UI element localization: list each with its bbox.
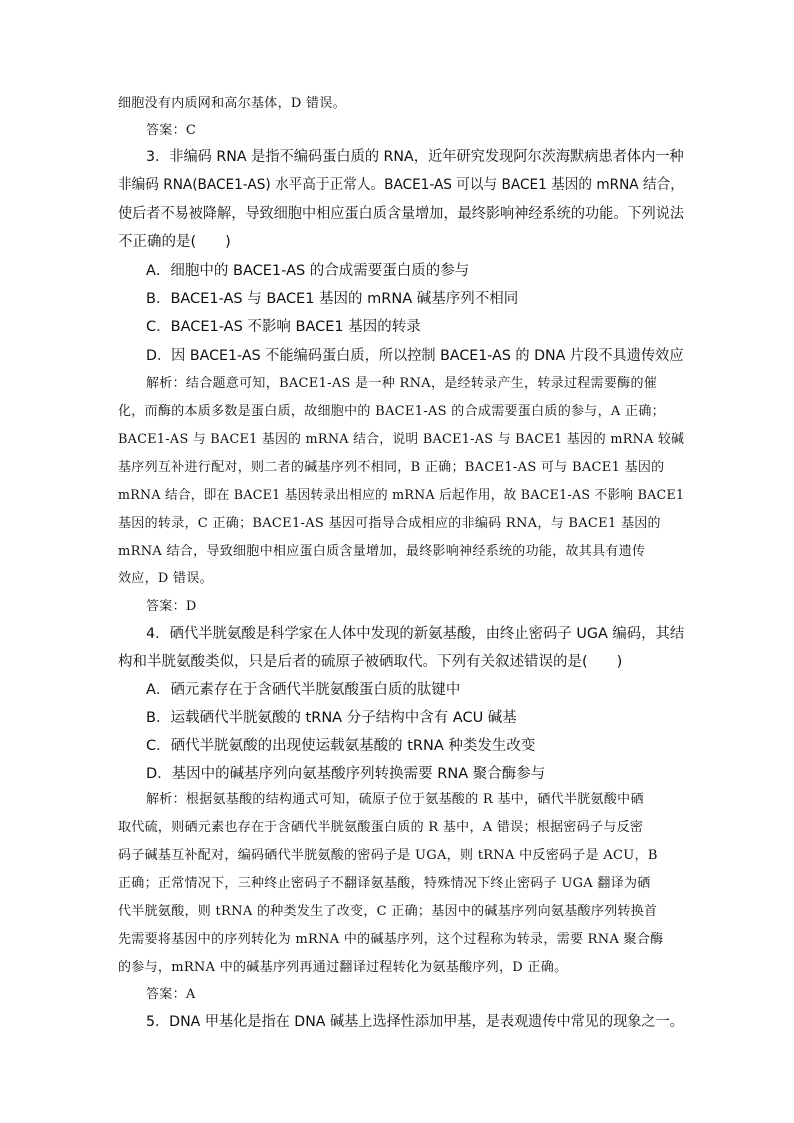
question-5-line: 5．DNA 甲基化是指在 DNA 碱基上选择性添加甲基，是表观遗传中常见的现象之一。: [146, 1014, 684, 1030]
explanation-line: 基序列互补进行配对，则二者的碱基序列不相同，B 正确；BACE1-AS 可与 BACE1 基因的: [118, 460, 665, 475]
question-4-line: 构和半胱氨酸类似，只是后者的硫原子被硒取代。下列有关叙述错误的是( ): [118, 654, 623, 670]
option-d: D．因 BACE1-AS 不能编码蛋白质，所以控制 BACE1-AS 的 DNA 片段不具遗传效应: [146, 348, 684, 364]
explanation-line: 的参与，mRNA 中的碱基序列再通过翻译过程转化为氨基酸序列，D 正确。: [118, 960, 568, 975]
explanation-line: mRNA 结合，导致细胞中相应蛋白质含量增加，最终影响神经系统的功能，故其具有遗传: [118, 544, 646, 559]
explanation-line: 效应，D 错误。: [118, 571, 213, 586]
question-3-line: 非编码 RNA(BACE1-AS) 水平高于正常人。BACE1-AS 可以与 BACE1 基因的 mRNA 结合，: [118, 177, 684, 193]
explanation-line: 代半胱氨酸，则 tRNA 的种类发生了改变，C 正确；基因中的碱基序列向氨基酸序列转换首: [118, 904, 658, 919]
question-3-line: 使后者不易被降解，导致细胞中相应蛋白质含量增加，最终影响神经系统的功能。下列说法: [118, 206, 685, 222]
explanation-line: 取代硫，则硒元素也存在于含硒代半胱氨酸蛋白质的 R 基中，A 错误；根据密码子与反密: [118, 820, 644, 835]
explanation-line: 基因的转录，C 正确；BACE1-AS 基因可指导合成相应的非编码 RNA，与 BACE1 基因的: [118, 516, 661, 531]
answer-line: 答案：A: [146, 987, 196, 1002]
explanation-line: mRNA 结合，即在 BACE1 基因转录出相应的 mRNA 后起作用，故 BACE1-AS 不影响 BACE1: [118, 488, 685, 503]
answer-line: 答案：C: [146, 123, 197, 138]
question-3-line: 3．非编码 RNA 是指不编码蛋白质的 RNA，近年研究发现阿尔茨海默病患者体内一种: [146, 149, 684, 165]
option-d: D．基因中的碱基序列向氨基酸序列转换需要 RNA 聚合酶参与: [146, 766, 546, 782]
explanation-line: 正确；正常情况下，三种终止密码子不翻译氨基酸，特殊情况下终止密码子 UGA 翻译为硒: [118, 876, 651, 891]
option-a: A．硒元素存在于含硒代半胱氨酸蛋白质的肽键中: [146, 682, 461, 698]
explanation-line: 化，而酶的本质多数是蛋白质，故细胞中的 BACE1-AS 的合成需要蛋白质的参与，A 正确；: [118, 404, 665, 419]
explanation-line: 解析：根据氨基酸的结构通式可知，硫原子位于氨基酸的 R 基中，硒代半胱氨酸中硒: [146, 792, 644, 807]
option-b: B．运载硒代半胱氨酸的 tRNA 分子结构中含有 ACU 碱基: [146, 710, 517, 726]
question-3-line: 不正确的是( ): [118, 234, 231, 250]
explanation-line: 码子碱基互补配对，编码硒代半胱氨酸的密码子是 UGA，则 tRNA 中反密码子是 ACU，B: [118, 848, 658, 863]
text-line: 细胞没有内质网和高尔基体，D 错误。: [118, 96, 346, 111]
explanation-line: 解析：结合题意可知，BACE1-AS 是一种 RNA，是经转录产生，转录过程需要酶的催: [146, 376, 658, 391]
explanation-line: 先需要将基因中的序列转化为 mRNA 中的碱基序列，这个过程称为转录，需要 RNA 聚合酶: [118, 932, 664, 947]
explanation-line: BACE1-AS 与 BACE1 基因的 mRNA 结合，说明 BACE1-AS 与 BACE1 基因的 mRNA 较碱: [118, 432, 685, 447]
option-b: B．BACE1-AS 与 BACE1 基因的 mRNA 碱基序列不相同: [146, 291, 519, 307]
option-a: A．细胞中的 BACE1-AS 的合成需要蛋白质的参与: [146, 263, 470, 279]
option-c: C．BACE1-AS 不影响 BACE1 基因的转录: [146, 319, 421, 335]
question-4-line: 4．硒代半胱氨酸是科学家在人体中发现的新氨基酸，由终止密码子 UGA 编码，其结: [146, 626, 685, 642]
option-c: C．硒代半胱氨酸的出现使运载氨基酸的 tRNA 种类发生改变: [146, 738, 536, 754]
answer-line: 答案：D: [146, 599, 197, 614]
